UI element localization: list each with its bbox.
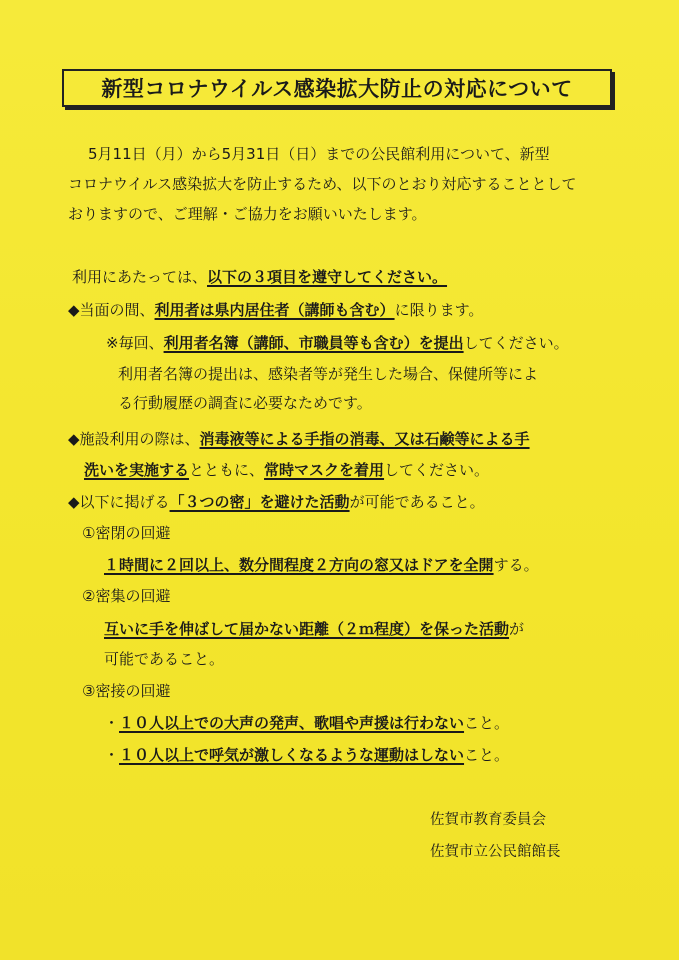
sub-1-body <box>104 551 539 580</box>
item-1-tail: に限ります。 <box>394 301 484 319</box>
title-text: 新型コロナウイルス感染拡大防止の対応について <box>101 77 573 101</box>
item-3-emphasis: 「３つの密」を避けた活動 <box>169 493 350 511</box>
sub-3-body-1 <box>104 709 509 738</box>
signature-org-2: 佐賀市立公民館館長 <box>430 844 561 860</box>
sub-3-emphasis-1: １０人以上での大声の発声、歌唱や声援は行わない <box>119 714 465 732</box>
intro-line-3: おりますので、ご理解・ご協力をお願いいたします。 <box>68 205 427 223</box>
item-2-emphasis-3: 常時マスクを着用 <box>264 461 385 479</box>
sub-3-bullet-1: ・ <box>104 714 120 732</box>
sub-2-emphasis: 互いに手を伸ばして届かない距離（２ｍ程度）を保った活動 <box>104 620 510 638</box>
item-2-line-2 <box>84 456 489 485</box>
item-1-note-lead: ※毎回、 <box>106 334 164 352</box>
item-2-emphasis-1: 消毒液等による手指の消毒、又は石鹸等による手 <box>199 430 530 448</box>
sub-3-title: ③密接の回避 <box>82 682 171 700</box>
sub-2-title: ②密集の回避 <box>82 587 171 605</box>
item-1-line <box>68 296 483 325</box>
item-3-line <box>68 488 485 517</box>
sub-3-body-2 <box>104 741 509 770</box>
item-3-tail: が可能であること。 <box>349 493 485 511</box>
item-2-line-1 <box>68 425 530 454</box>
sub-3-tail-1: こと。 <box>464 714 510 732</box>
item-1-lead: ◆当面の間、 <box>68 301 155 319</box>
intro-line-2: コロナウイルス感染拡大を防止するため、以下のとおり対応することとして <box>68 175 577 193</box>
sub-2-tail: が <box>509 620 525 638</box>
sub-1-title: ①密閉の回避 <box>82 524 171 542</box>
item-1-note-line-3: る行動履歴の調査に必要なためです。 <box>118 394 372 412</box>
lead-emphasis: 以下の３項目を遵守してください。 <box>207 268 448 286</box>
item-2-emphasis-2: 洗いを実施する <box>84 461 190 479</box>
item-1-emphasis: 利用者は県内居住者（講師も含む） <box>154 301 395 319</box>
sub-3-emphasis-2: １０人以上で呼気が激しくなるような運動はしない <box>119 746 465 764</box>
sub-1-tail: する。 <box>493 556 539 574</box>
lead-text: 利用にあたっては、 <box>72 268 208 286</box>
item-1-note-line-2: 利用者名簿の提出は、感染者等が発生した場合、保健所等によ <box>118 365 539 383</box>
item-2-tail: してください。 <box>384 461 490 479</box>
sub-2-body-2: 可能であること。 <box>104 650 225 668</box>
item-1-note-emphasis: 利用者名簿（講師、市職員等も含む）を提出 <box>163 334 464 352</box>
sub-3-bullet-2: ・ <box>104 746 120 764</box>
sub-3-tail-2: こと。 <box>464 746 510 764</box>
lead-line <box>72 263 447 292</box>
item-3-lead: ◆以下に掲げる <box>68 493 170 511</box>
item-1-note-tail: してください。 <box>463 334 569 352</box>
signature-org-1: 佐賀市教育委員会 <box>430 812 546 828</box>
notice-title <box>62 69 612 107</box>
item-2-lead: ◆施設利用の際は、 <box>68 430 200 448</box>
sub-2-body-1 <box>104 615 524 644</box>
sub-1-emphasis: １時間に２回以上、数分間程度２方向の窓又はドアを全開 <box>104 556 494 574</box>
item-2-mid: とともに、 <box>189 461 265 479</box>
intro-line-1: 5月11日（月）から5月31日（日）までの公民館利用について、新型 <box>88 145 550 163</box>
item-1-note-line-1 <box>106 329 569 358</box>
